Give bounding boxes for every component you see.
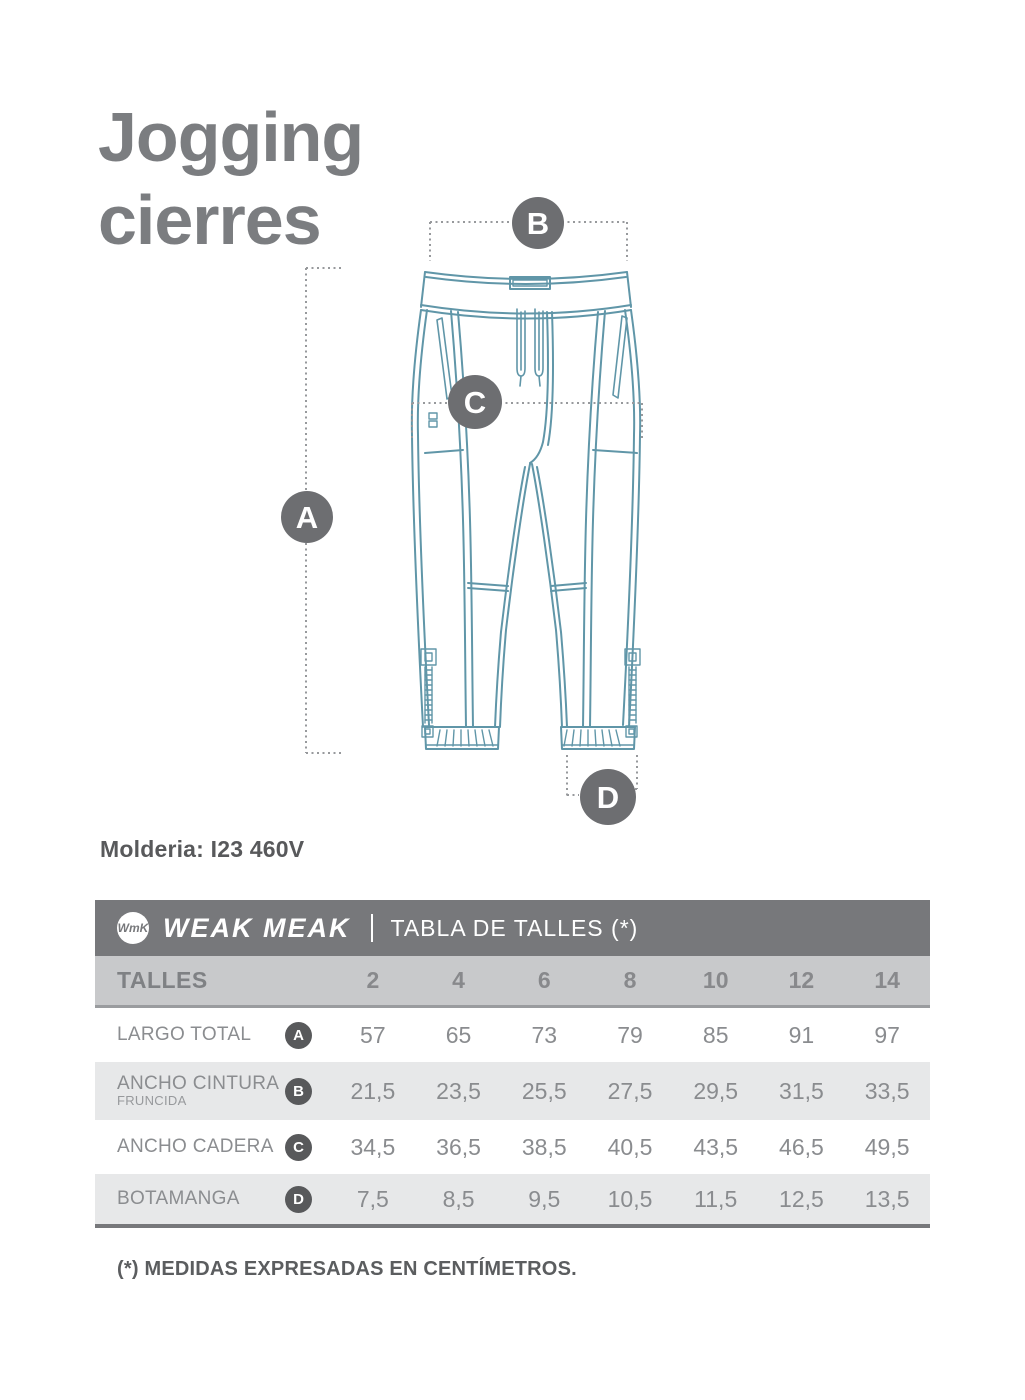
row-label: BOTAMANGA: [117, 1188, 240, 1210]
measure-c: [412, 403, 642, 440]
table-cell: 57: [360, 1021, 386, 1048]
table-cell: 38,5: [521, 1133, 567, 1160]
size-col-header: 2: [366, 967, 380, 993]
label-a: A: [295, 500, 319, 535]
row-label: LARGO TOTAL: [117, 1024, 252, 1046]
table-header-bar: [95, 900, 930, 956]
brand-logo-icon: WmK: [117, 912, 149, 944]
left-pocket: [437, 318, 452, 399]
table-cell: 65: [445, 1021, 472, 1048]
measurement-labels: [281, 197, 636, 825]
table-cell: 9,5: [528, 1185, 561, 1212]
table-title: TABLA DE TALLES (*): [390, 914, 639, 941]
measure-badge-a: A: [285, 1022, 312, 1049]
measure-badge-b: B: [285, 1078, 312, 1105]
left-cuff: [425, 727, 499, 749]
table-cell: 73: [531, 1021, 558, 1048]
measure-badge-d: D: [285, 1186, 312, 1213]
page-title-line2: cierres: [98, 181, 321, 259]
table-row-largo-total: [95, 1008, 930, 1062]
table-cell: 43,5: [693, 1133, 739, 1160]
table-cell: 33,5: [864, 1077, 910, 1104]
molderia-text: Molderia: I23 460V: [100, 836, 305, 862]
size-col-header: 10: [702, 967, 729, 993]
row-label: ANCHO CINTURA FRUNCIDA: [95, 1073, 285, 1110]
sizes-header-row: [95, 956, 930, 1008]
pants-outline: [412, 272, 640, 749]
table-cell: 31,5: [779, 1077, 824, 1104]
label-d: D: [596, 780, 620, 815]
table-cell: 36,5: [436, 1133, 481, 1160]
size-col-header: 6: [537, 967, 551, 993]
table-cell: 49,5: [864, 1133, 910, 1160]
table-cell: 34,5: [350, 1133, 396, 1160]
size-col-header: 8: [623, 967, 637, 993]
right-pocket: [613, 316, 627, 398]
table-row-botamanga: [95, 1174, 930, 1224]
label-c: C: [463, 385, 487, 420]
row-label: ANCHO CADERA: [117, 1136, 274, 1158]
size-col-header: 14: [874, 967, 900, 993]
header-separator: [371, 914, 373, 942]
table-cell: 8,5: [442, 1185, 475, 1212]
size-col-header: 12: [788, 967, 815, 993]
table-cell: 40,5: [607, 1133, 653, 1160]
table-cell: 79: [617, 1021, 643, 1048]
table-cell: 12,5: [779, 1185, 824, 1212]
table-cell: 11,5: [694, 1185, 738, 1212]
pants-diagram: [275, 190, 670, 835]
table-cell: 10,5: [607, 1185, 653, 1212]
size-table: [95, 900, 930, 1228]
table-cell: 27,5: [607, 1077, 653, 1104]
table-cell: 23,5: [436, 1077, 481, 1104]
row-sublabel: FRUNCIDA: [117, 1093, 187, 1109]
table-cell: 97: [874, 1021, 900, 1048]
table-row-ancho-cadera: [95, 1120, 930, 1174]
footnote: (*) MEDIDAS EXPRESADAS EN CENTÍMETROS.: [117, 1258, 577, 1280]
drawstrings: [517, 309, 543, 386]
sizes-label: TALLES: [117, 967, 208, 993]
page-title-line1: Jogging: [98, 98, 364, 176]
measurement-lines: [306, 222, 642, 796]
table-cell: 91: [788, 1021, 815, 1048]
brand-name: WEAK MEAK: [163, 912, 351, 943]
table-cell: 85: [702, 1021, 729, 1048]
table-cell: 29,5: [693, 1077, 739, 1104]
table-cell: 21,5: [350, 1077, 396, 1104]
measure-badge-c: C: [285, 1134, 312, 1161]
table-cell: 25,5: [521, 1077, 567, 1104]
table-cell: 13,5: [864, 1185, 910, 1212]
table-row-ancho-cintura: [95, 1062, 930, 1120]
right-cuff: [561, 727, 635, 749]
table-cell: 7,5: [356, 1185, 389, 1212]
table-cell: 46,5: [779, 1133, 824, 1160]
size-col-header: 4: [452, 967, 465, 993]
label-b: B: [526, 206, 550, 241]
